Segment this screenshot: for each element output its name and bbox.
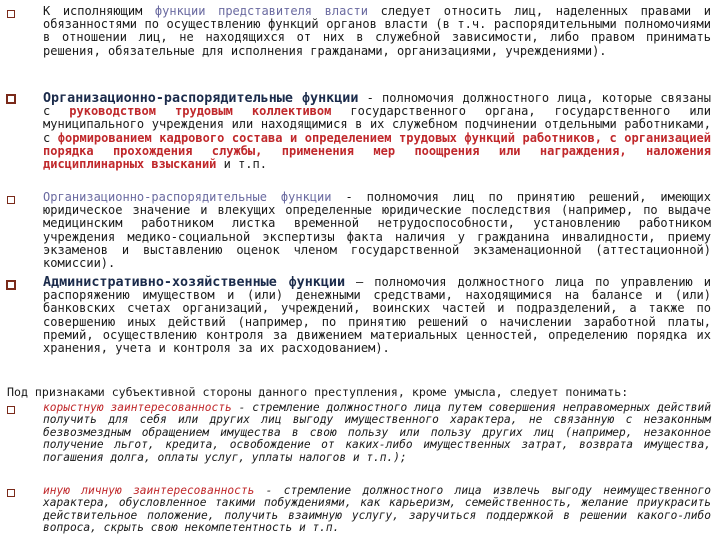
highlight-term: иную личную заинтересованность: [43, 484, 255, 497]
emphasis-text: руководством трудовым коллективом: [69, 104, 332, 119]
square-bullet-icon: [6, 280, 16, 290]
text-run: - стремление должностного лица извлечь выгоду неимущественного характера, обусловленное такими побуждениями, как карьеризм, семейственность, желание приукрасить действительное положение, получить взаимную услугу, заручиться поддержкой в решении какого-либо вопроса, скрыть свою некомпетентность и т.п.: [43, 484, 711, 535]
text-run: следует относить лиц, наделенных правами и обязанностями по осуществлению функций органов власти (в т.ч. распорядительными полномочиями в отношении лиц, не находящихся от них в служебной зависимости, либо правом принимать решения, обязательные для исполнения гражданами, организациями, учреждениями).: [43, 4, 711, 58]
list-item-text: [43, 402, 711, 464]
list-item-text: [43, 485, 711, 535]
square-bullet-icon: [7, 10, 15, 18]
text-run: государственного органа, государственного или муниципального учреждения или находящимися в их служебном подчинении отдельными работниками, с: [43, 104, 711, 145]
section-lead: Под признаками субъективной стороны данного преступления, кроме умысла, следует понимать:: [7, 385, 629, 399]
square-bullet-icon: [7, 406, 15, 414]
text-run: - полномочия лиц по принятию решений, имеющих юридическое значение и влекущих определенные юридические последствия (например, по выдаче медицинским работником листка временной нетрудоспособности, установлению работником учреждения медико-социальной экспертизы факта наличия у гражданина инвалидности, приему экзаменов и выставлению оценок членом государственной экзаменационной (аттестационной) комиссии).: [43, 190, 711, 271]
highlight-term: функции представителя власти: [154, 4, 368, 18]
function-heading: Организационно-распорядительные функции: [43, 190, 332, 204]
square-bullet-icon: [6, 94, 16, 104]
text-run: К исполняющим: [43, 4, 155, 18]
function-heading: Организационно-распорядительные функции: [43, 91, 359, 106]
text-run: – полномочия должностного лица по управлению и распоряжению имуществом и (или) денежными средствами, находящимися на балансе и (или) банковских счетах организаций, учреждений, воинских частей и подразделений, а также по совершению иных действий (например, по принятию решений о начислении заработной платы, премий, осуществлению контроля за движением материальных ценностей, определению порядка их хранения, учета и контроля за их расходованием).: [43, 275, 711, 356]
function-heading: Административно-хозяйственные функции: [43, 275, 346, 290]
square-bullet-icon: [7, 489, 15, 497]
square-bullet-icon: [7, 196, 15, 204]
list-item-text: [43, 191, 711, 270]
list-item-text: [43, 276, 711, 355]
text-run: и т.п.: [216, 157, 267, 172]
emphasis-text: формированием кадрового состава и определением трудовых функций работников, с организацией порядка прохождения службы, применения мер поощрения или награждения, наложения дисциплинарных взысканий: [43, 130, 712, 172]
list-item-text: [43, 5, 711, 58]
text-run: - стремление должностного лица путем совершения неправомерных действий получить для себя или других лиц выгоду имущественного характера, не связанную с незаконным безвозмездным обращением имущества в свою пользу или пользу других лиц (например, незаконное получение льгот, кредита, освобождение от каких-либо имущественных затрат, возврата имущества, погашения долга, оплаты услуг, уплаты налогов и т.п.);: [43, 401, 712, 464]
text-run: - полномочия должностного лица, которые связаны с: [43, 91, 711, 119]
list-item-text: [43, 92, 711, 171]
highlight-term: корыстную заинтересованность: [43, 401, 232, 414]
